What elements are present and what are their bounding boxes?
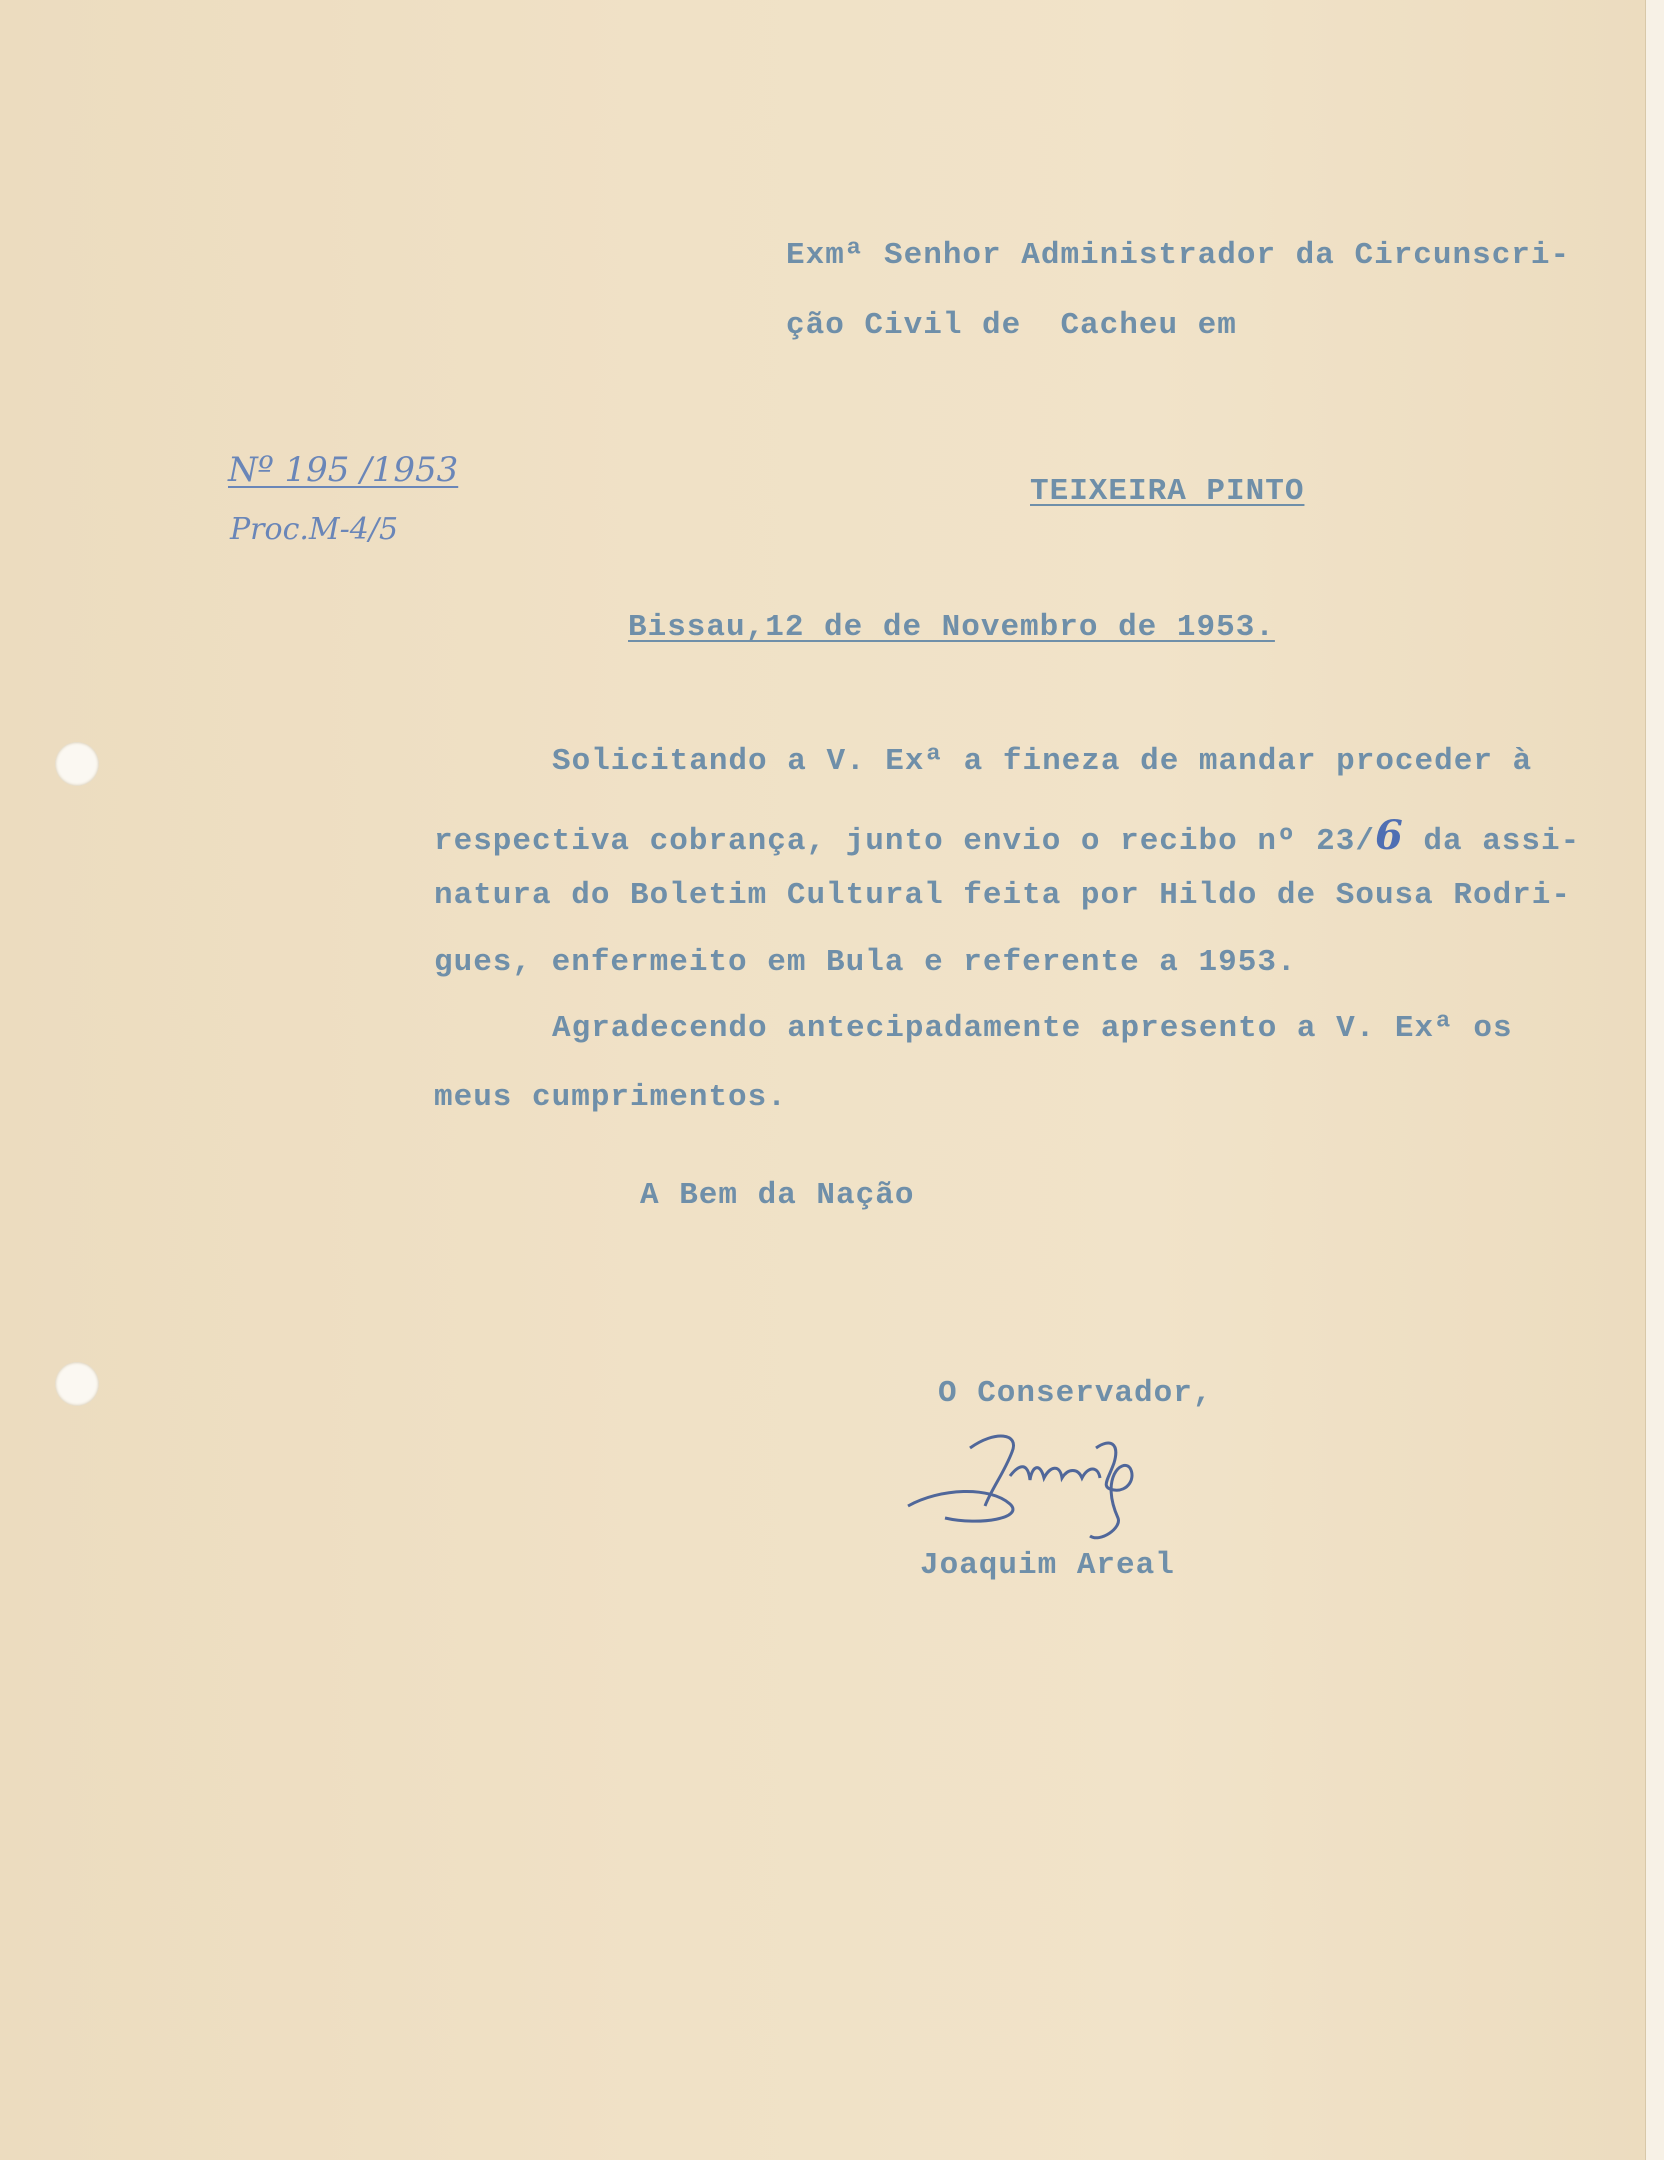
signatory-title: O Conservador, [938,1376,1213,1411]
body-line-2-part-a: respectiva cobrança, junto envio o recibo nº 23/ [434,824,1375,859]
letter-date: Bissau,12 de de Novembro de 1953. [628,610,1275,645]
body-paragraph-1-line-4: gues, enfermeito em Bula e referente a 1953. [434,945,1297,980]
process-reference: Proc.M-4/5 [230,512,399,547]
closing-salutation: A Bem da Nação [640,1178,915,1213]
handwritten-signature [900,1418,1210,1548]
page-edge [1645,0,1664,2160]
body-paragraph-1-line-3: natura do Boletim Cultural feita por Hildo de Sousa Rodri- [434,878,1571,913]
punch-hole-bottom [55,1362,99,1406]
body-paragraph-1-line-1: Solicitando a V. Exª a fineza de mandar proceder à [552,744,1533,779]
body-paragraph-1-line-2 [434,812,1580,859]
recipient-line-2: ção Civil de Cacheu em [786,308,1237,343]
recipient-line-1: Exmª Senhor Administrador da Circunscri- [786,238,1571,273]
signatory-name: Joaquim Areal [920,1548,1175,1583]
body-line-2-part-b: da assi- [1403,824,1581,859]
handwritten-receipt-digit: 6 [1374,812,1404,859]
recipient-place: TEIXEIRA PINTO [1030,474,1305,509]
reference-number: Nº 195 /1953 [228,450,459,490]
body-paragraph-2-line-2: meus cumprimentos. [434,1080,787,1115]
body-paragraph-2-line-1: Agradecendo antecipadamente apresento a V. Exª os [552,1011,1513,1046]
punch-hole-top [55,742,99,786]
